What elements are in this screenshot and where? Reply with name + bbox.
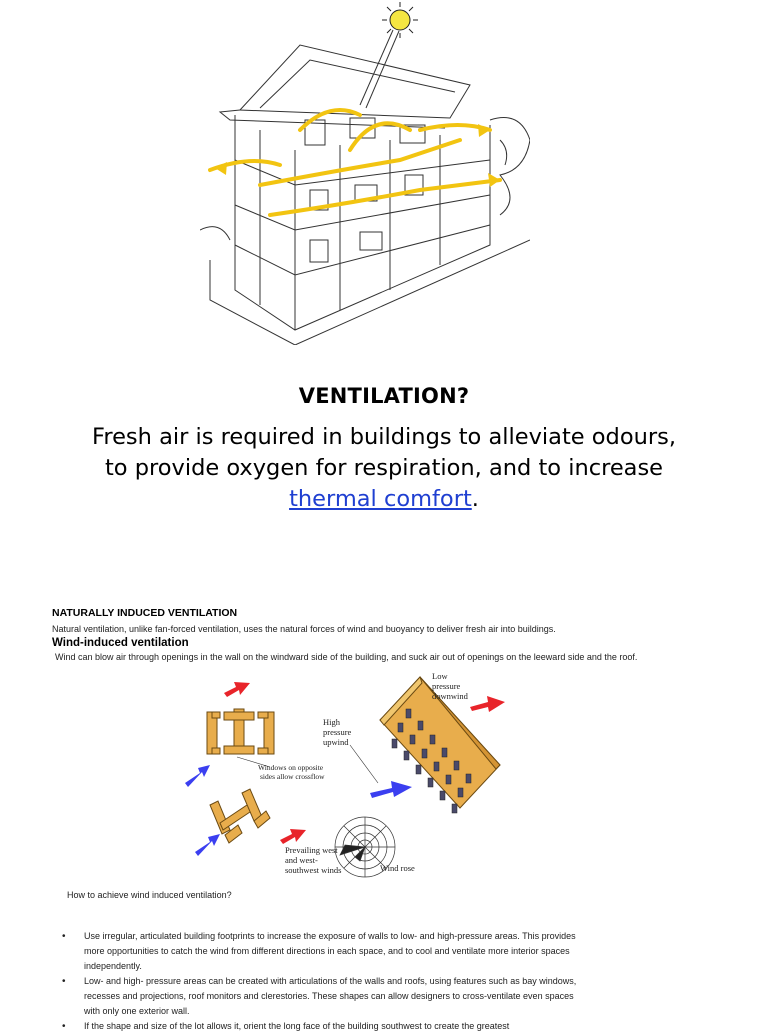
how-question: How to achieve wind induced ventilation?: [67, 890, 232, 900]
building-ventilation-sketch: [200, 0, 530, 345]
i-shaped-plan: [207, 709, 274, 754]
list-item-text: Low- and high- pressure areas can be created with articulations of the walls and roofs, using features such as bay windows, recesses and projections, roof monitors and clerestories. These shapes can allow designers to cross-ventilate even spaces with only one exterior wall.: [84, 976, 577, 1016]
wind-ventilation-diagram: [180, 665, 510, 890]
prevailing-winds-label: Prevailing west and west- southwest winds: [285, 845, 342, 875]
bullet-icon: •: [62, 931, 66, 942]
subsection-heading: Wind-induced ventilation: [52, 637, 189, 649]
page-title: VENTILATION?: [298, 384, 470, 408]
intro-text: Fresh air is required in buildings to alleviate odours, to provide oxygen for respiration, and to increase: [92, 424, 676, 481]
list-item-text: If the shape and size of the lot allows it, orient the long face of the building southwest to create the greatest: [84, 1021, 510, 1031]
high-pressure-label: High pressure upwind: [323, 717, 352, 747]
thermal-comfort-link[interactable]: thermal comfort: [289, 486, 472, 512]
bullet-icon: •: [62, 1021, 66, 1032]
list-item: [62, 1019, 582, 1034]
low-pressure-label: Low pressure downwind: [432, 671, 468, 701]
section-heading: NATURALLY INDUCED VENTILATION: [52, 607, 238, 619]
list-item: [62, 929, 582, 974]
list-item: [62, 974, 582, 1019]
wind-rose-label: Wind rose: [380, 863, 415, 873]
sun-icon: [382, 2, 418, 38]
intro-paragraph: [84, 422, 684, 515]
intro-end: .: [471, 486, 479, 512]
bullet-list: [62, 929, 582, 1034]
bullet-icon: •: [62, 976, 66, 987]
subsection-text: Wind can blow air through openings in the wall on the windward side of the building, and suck air out of openings on the leeward side and the roof.: [55, 652, 638, 662]
list-item-text: Use irregular, articulated building footprints to increase the exposure of walls to low- and high-pressure areas. This provides more opportunities to catch the wind from different directions in each space, and to cool and ventilate more interior spaces independently.: [84, 931, 576, 971]
windows-note-label: Windows on opposite sides allow crossflow: [258, 763, 325, 781]
section-text: Natural ventilation, unlike fan-forced ventilation, uses the natural forces of wind and buoyancy to deliver fresh air into buildings.: [52, 624, 556, 634]
